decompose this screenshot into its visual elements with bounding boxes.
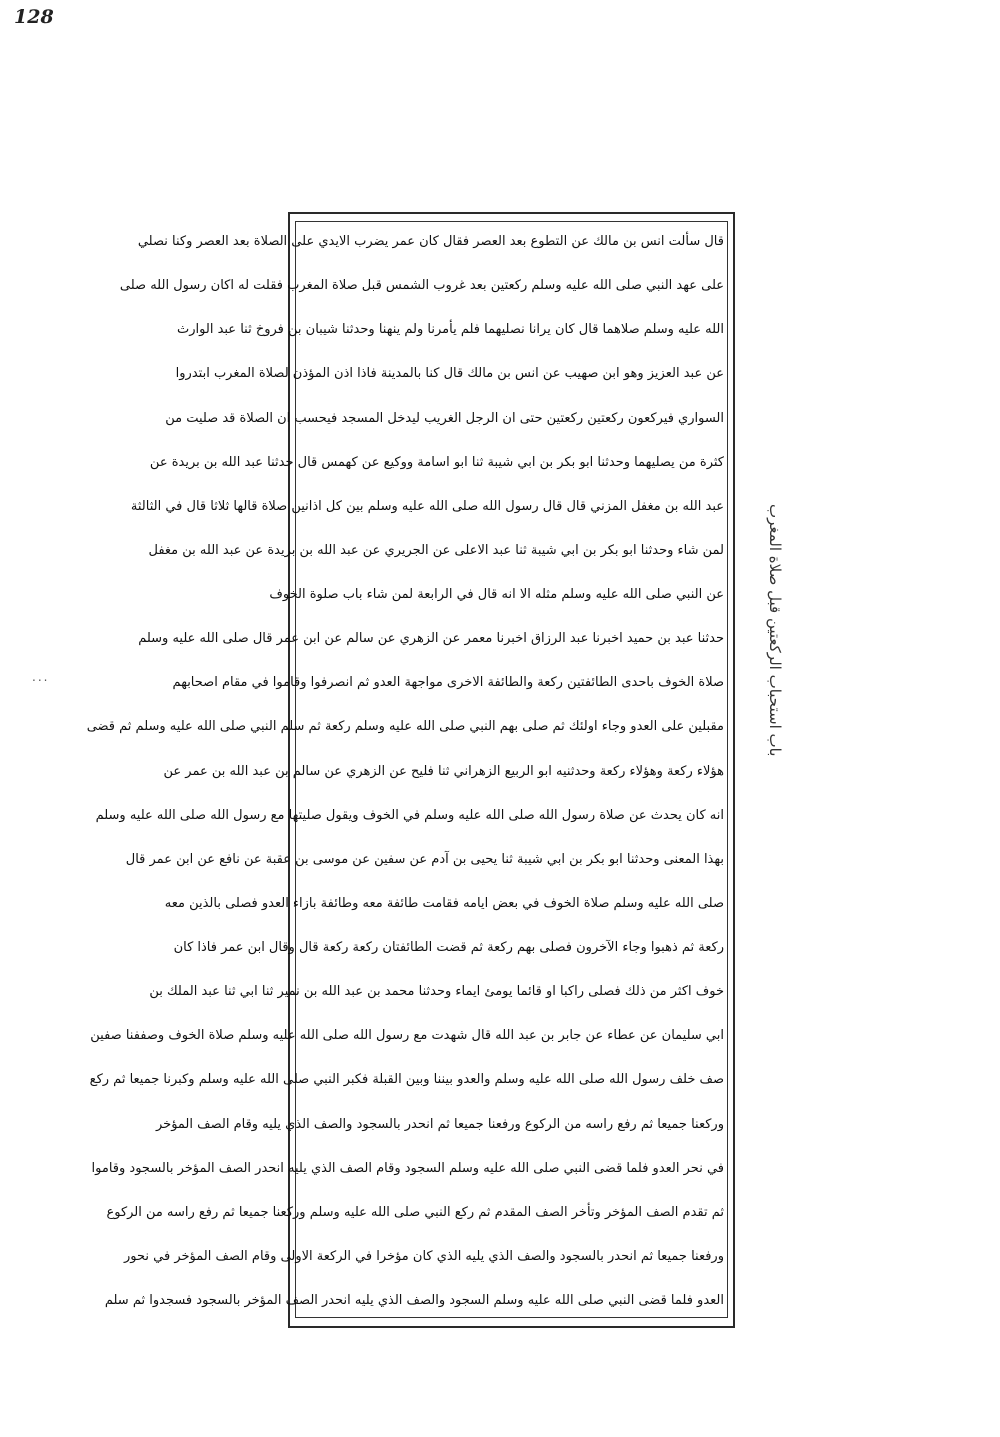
text-line: العدو فلما قضى النبي صلى الله عليه وسلم السجود والصف الذي يليه انحدر الصف المؤخر بالسجود فسجدوا ثم سلم xyxy=(104,1293,724,1308)
text-line: في نحر العدو فلما قضى النبي صلى الله عليه وسلم السجود وقام الصف الذي يليه انحدر الصف المؤخر بالسجود وقاموا xyxy=(91,1160,724,1176)
text-line: ركعة ثم ذهبوا وجاء الآخرون فصلى بهم ركعة ثم قضت الطائفتان ركعة ركعة قال وقال ابن عمر فاذا كان xyxy=(173,940,724,955)
text-line: لمن شاء وحدثنا ابو بكر بن ابي شيبة ثنا عبد الاعلى عن الجريري عن عبد الله بن بريدة عن عبد الله بن مغفل xyxy=(148,542,724,558)
margin-note: باب استحباب الركعتين قبل صلاة المغرب xyxy=(766,503,784,756)
text-line: حدثنا عبد بن حميد اخبرنا عبد الرزاق اخبرنا معمر عن الزهري عن سالم عن ابن عمر قال صلى الله عليه وسلم xyxy=(138,631,724,647)
text-line: كثرة من يصليهما وحدثنا ابو بكر بن ابي شيبة ثنا ابو اسامة ووكيع عن كهمس قال حدثنا عبد الله بن بريدة عن xyxy=(149,454,724,470)
stray-mark: ... xyxy=(32,670,50,684)
text-line: ثم تقدم الصف المؤخر وتأخر الصف المقدم ثم ركع النبي صلى الله عليه وسلم وركعنا جميعا ثم رفع راسه من الركوع xyxy=(106,1204,724,1220)
text-line: صلى الله عليه وسلم صلاة الخوف في بعض ايامه فقامت طائفة معه وطائفة بازاء العدو فصلى بالذين معه xyxy=(164,895,724,911)
text-block xyxy=(86,232,724,1310)
text-line: انه كان يحدث عن صلاة رسول الله صلى الله عليه وسلم في الخوف ويقول صليتها مع رسول الله صلى الله عليه وسلم xyxy=(95,807,724,823)
text-line: الله عليه وسلم صلاهما قال كان يرانا نصليهما فلم يأمرنا ولم ينهنا وحدثنا شيبان بن فروخ ثنا عبد الوارث xyxy=(177,322,724,338)
page-number: 128 xyxy=(14,6,54,28)
text-line: بهذا المعنى وحدثنا ابو بكر بن ابي شيبة ثنا يحيى بن آدم عن سفين عن موسى بن عقبة عن نافع عن ابن عمر قال xyxy=(125,851,724,867)
text-line: ورفعنا جميعا ثم انحدر بالسجود والصف الذي يليه الذي كان مؤخرا في الركعة الاولى وقام الصف المؤخر في نحور xyxy=(124,1248,724,1264)
text-line: ابي سليمان عن عطاء عن جابر بن عبد الله قال شهدت مع رسول الله صلى الله عليه وسلم صلاة الخوف وصففنا صفين xyxy=(90,1028,724,1044)
text-line: هؤلاء ركعة وهؤلاء ركعة وحدثنيه ابو الربيع الزهراني ثنا فليح عن الزهري عن سالم بن عبد الله بن عمر عن xyxy=(163,763,724,779)
text-line: قال سألت انس بن مالك عن التطوع بعد العصر فقال كان عمر يضرب الايدي على الصلاة بعد العصر وكنا نصلي xyxy=(137,234,724,249)
text-line: صلاة الخوف باحدى الطائفتين ركعة والطائفة الاخرى مواجهة العدو ثم انصرفوا وقاموا في مقام اصحابهم xyxy=(172,675,724,691)
text-line: عن عبد العزيز وهو ابن صهيب عن انس بن مالك قال كنا بالمدينة فاذا اذن المؤذن لصلاة المغرب ابتدروا xyxy=(175,366,724,382)
text-line: صف خلف رسول الله صلى الله عليه وسلم والعدو بيننا وبين القبلة فكبر النبي صلى الله عليه وسلم وكبرنا جميعا ثم ركع xyxy=(89,1072,724,1088)
text-line: عن النبي صلى الله عليه وسلم مثله الا انه قال في الرابعة لمن شاء باب صلوة الخوف xyxy=(269,587,724,602)
text-line: عبد الله بن مغفل المزني قال قال رسول الله صلى الله عليه وسلم بين كل اذانين صلاة قالها ثلاثا قال في الثالثة xyxy=(130,498,724,514)
text-line: وركعنا جميعا ثم رفع راسه من الركوع ورفعنا جميعا ثم انحدر بالسجود والصف الذي يليه وقام الصف المؤخر xyxy=(155,1116,724,1132)
text-line: السواري فيركعون ركعتين ركعتين حتى ان الرجل الغريب ليدخل المسجد فيحسب ان الصلاة قد صليت من xyxy=(165,410,724,426)
text-line: مقبلين على العدو وجاء اولئك ثم صلى بهم النبي صلى الله عليه وسلم ركعة ثم سلم النبي صلى الله عليه وسلم ثم قضى xyxy=(86,719,724,735)
text-line: خوف اكثر من ذلك فصلى راكبا او قائما يومئ ايماء وحدثنا محمد بن عبد الله بن نمير ثنا ابي ثنا عبد الملك بن xyxy=(149,984,724,1000)
text-line: على عهد النبي صلى الله عليه وسلم ركعتين بعد غروب الشمس قبل صلاة المغرب فقلت له اكان رسول الله صلى xyxy=(119,278,724,294)
